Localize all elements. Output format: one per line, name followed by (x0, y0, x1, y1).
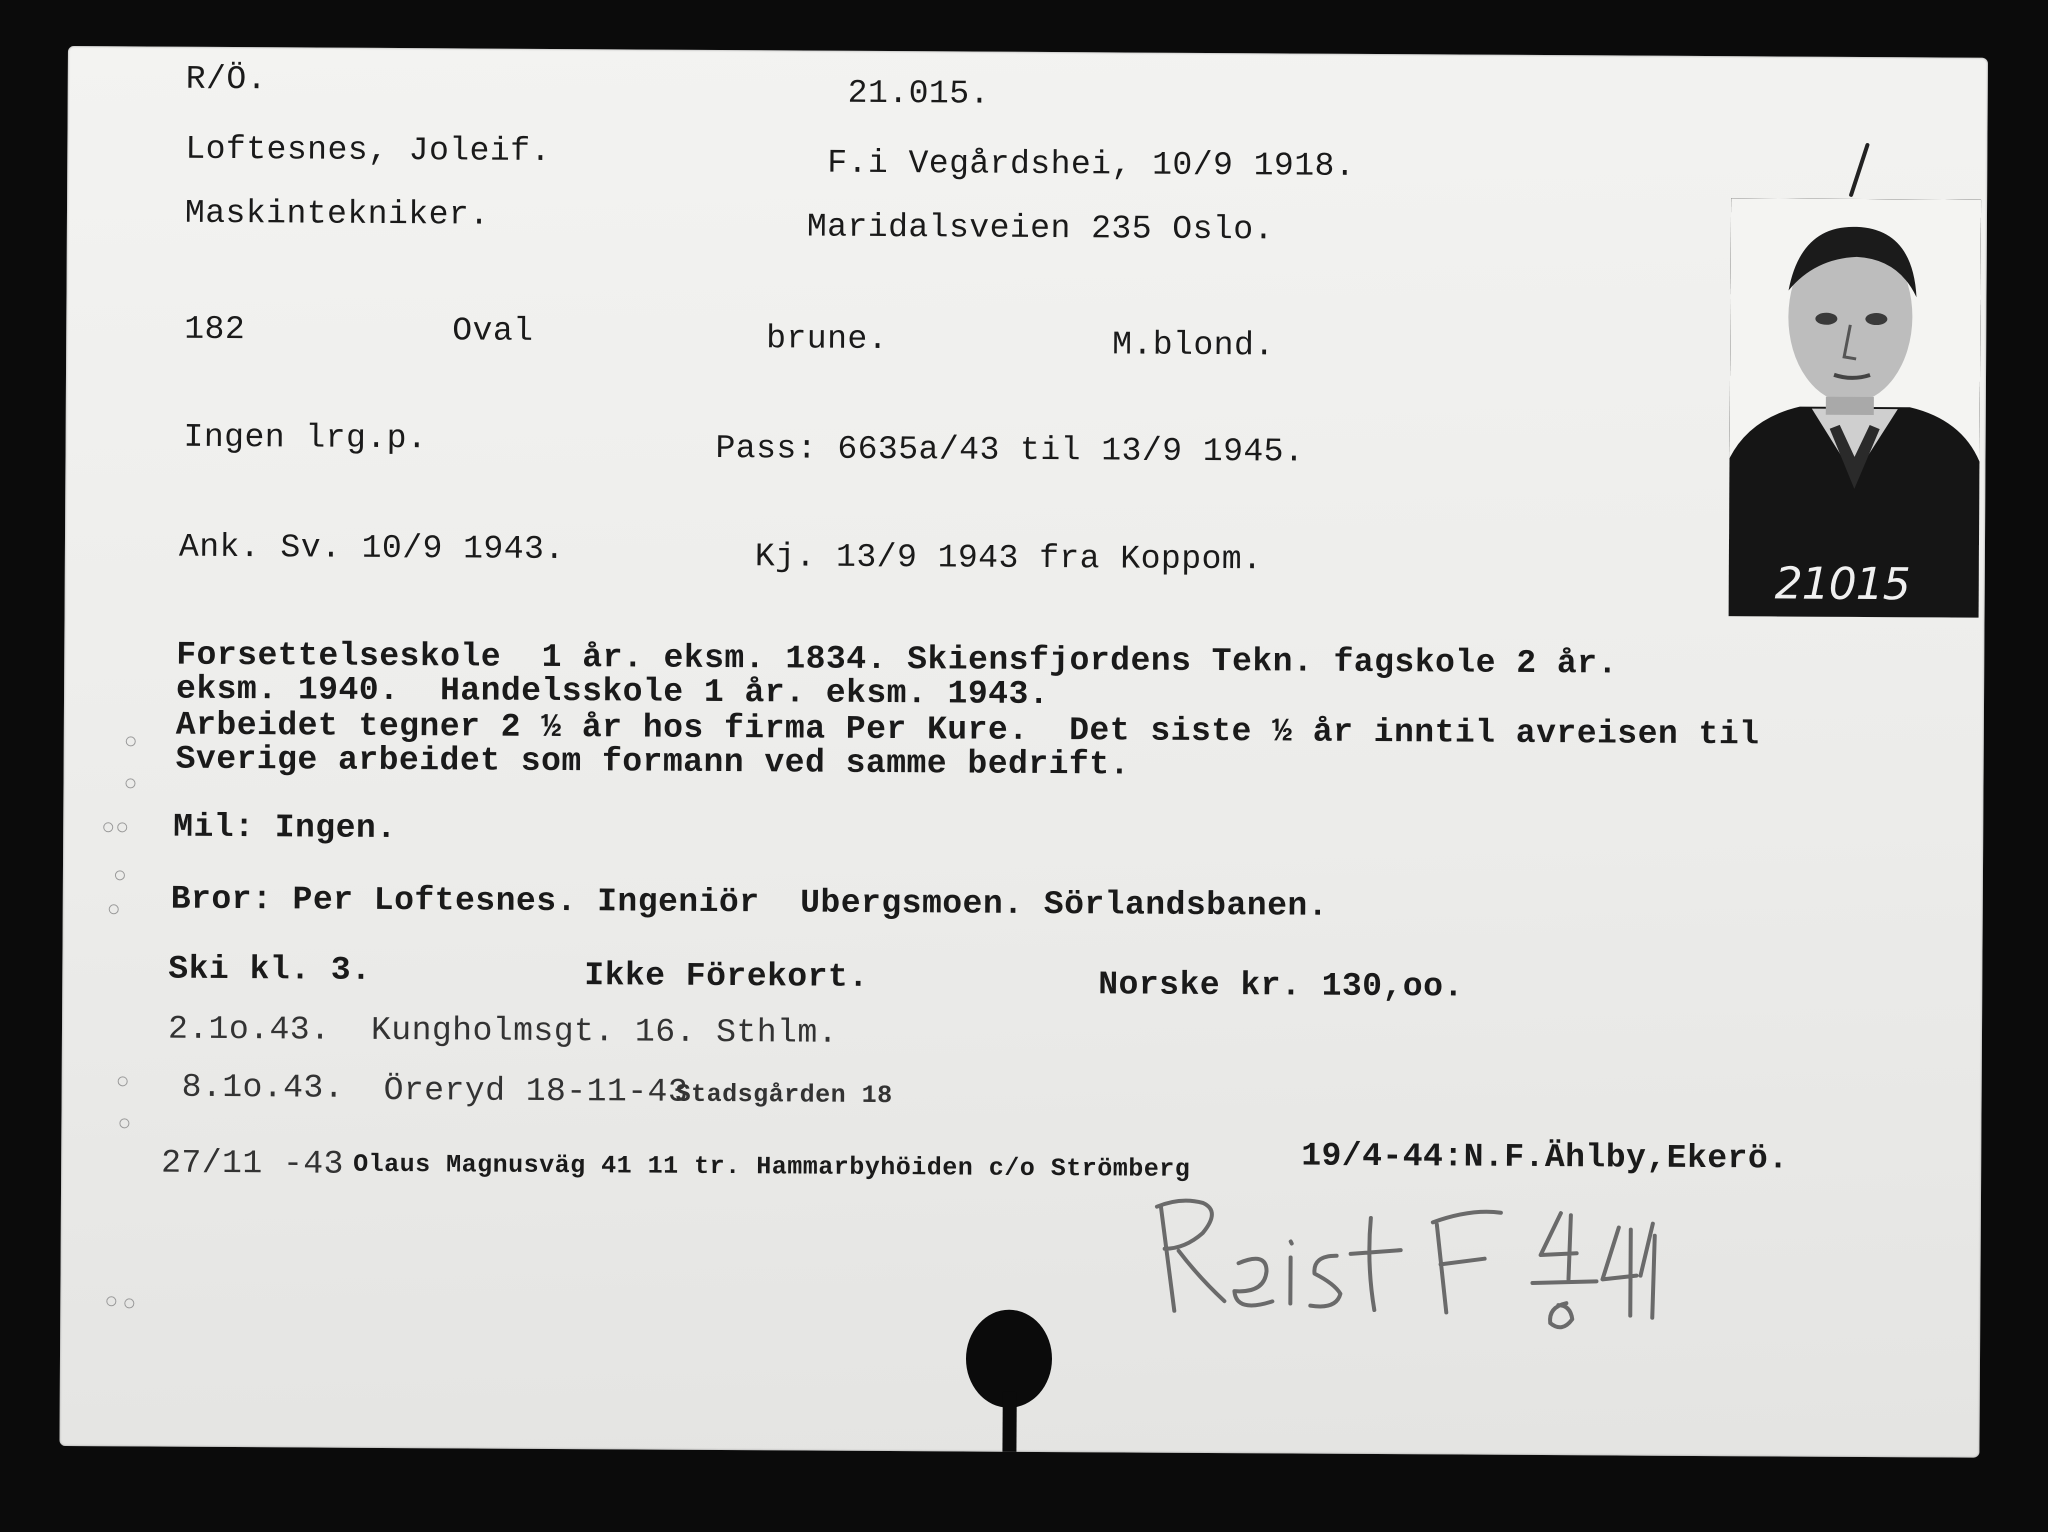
margin-mark (124, 1298, 134, 1308)
card-code: R/Ö. (185, 60, 268, 99)
margin-mark (109, 904, 119, 914)
margin-mark (103, 822, 113, 832)
education-line-2: eksm. 1940. Handelsskole 1 år. eksm. 1943. (175, 670, 1050, 714)
brother-info: Bror: Per Loftesnes. Ingeniör Ubergsmoen. Sörlandsbanen. (170, 880, 1329, 925)
handwritten-note-reist (1140, 1193, 1661, 1336)
occupation: Maskintekniker. (184, 194, 490, 234)
address-entry-3: Olaus Magnusväg 41 11 tr. Hammarbyhöiden c/o Strömberg (353, 1149, 1191, 1184)
money-amount: Norske kr. 130,oo. (1098, 966, 1464, 1006)
margin-marks (68, 46, 1988, 58)
address-entry-2: Öreryd 18-11-43 (383, 1071, 689, 1111)
margin-mark (126, 736, 136, 746)
card-number: 21.015. (847, 74, 990, 113)
residence-permit: Ingen lrg.p. (183, 418, 428, 458)
margin-mark (118, 1076, 128, 1086)
portrait-figure (1729, 198, 1982, 618)
education-line-4: Sverige arbeidet som formann ved samme bedrift. (175, 740, 1131, 784)
birth-info: F.i Vegårdshei, 10/9 1918. (827, 144, 1356, 185)
margin-mark (125, 778, 135, 788)
ski-class: Ski kl. 3. (168, 950, 372, 989)
height-value: 182 (184, 310, 246, 349)
margin-mark (119, 1118, 129, 1128)
military-service: Mil: Ingen. (173, 808, 397, 848)
passport-info: Pass: 6635a/43 til 13/9 1945. (715, 429, 1305, 471)
hair-color: M.blond. (1112, 326, 1275, 365)
eye-color: brune. (766, 320, 889, 359)
registration-card (59, 46, 1988, 1458)
arrival-sweden: Ank. Sv. 10/9 1943. (178, 528, 565, 569)
departure-info: Kj. 13/9 1943 fra Koppom. (754, 538, 1263, 579)
driving-license: Ikke Förekort. (584, 957, 869, 996)
education-line-3: Arbeidet tegner 2 ½ år hos firma Per Kure. Det siste ½ år inntil avreisen til (175, 706, 1760, 754)
photo-number: 21015 (1774, 558, 1910, 611)
margin-mark (115, 870, 125, 880)
handwritten-tick (1837, 141, 1877, 201)
address-entry-4: 19/4-44:N.F.Ählby,Ekerö. (1301, 1137, 1789, 1178)
education-line-1: Forsettelseskole 1 år. eksm. 1834. Skiensfjordens Tekn. fagskole 2 år. (176, 636, 1618, 683)
home-address: Maridalsveien 235 Oslo. (806, 208, 1274, 249)
address-entry-3-date: 27/11 -43 (161, 1144, 345, 1183)
punch-slot (1002, 1392, 1016, 1458)
portrait-photo (1729, 198, 1982, 618)
address-entry-1: 2.1o.43. Kungholmsgt. 16. Sthlm. (167, 1010, 839, 1052)
address-entry-2-extra: Stadsgården 18 (675, 1079, 893, 1111)
person-name: Loftesnes, Joleif. (185, 130, 551, 170)
face-shape: Oval (452, 312, 534, 350)
margin-mark (117, 822, 127, 832)
address-entry-2-date: 8.1o.43. (181, 1068, 345, 1107)
margin-mark (106, 1296, 116, 1306)
